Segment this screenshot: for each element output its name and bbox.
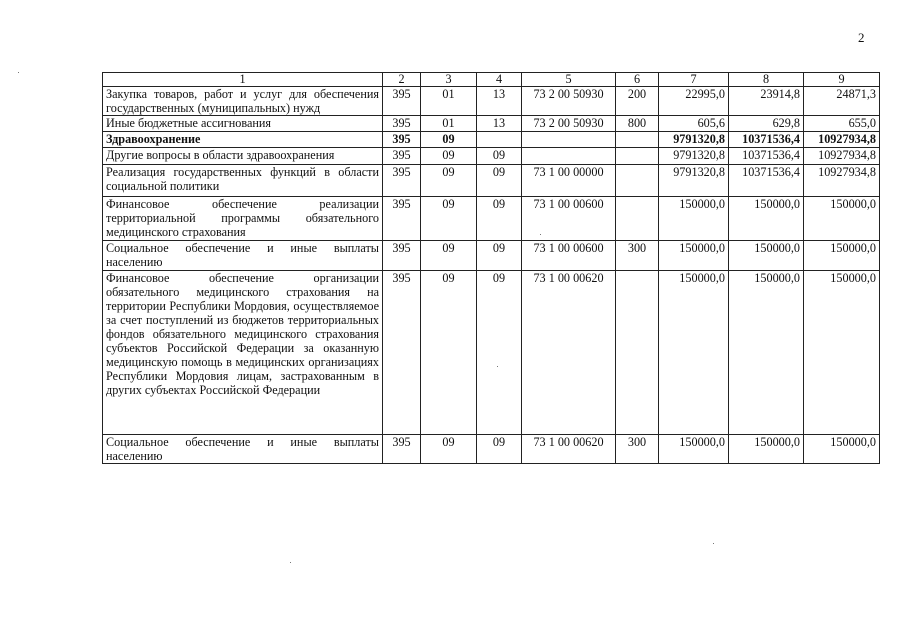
column-header-4: 4	[477, 73, 522, 87]
column-8-cell: 10371536,4	[729, 132, 804, 148]
column-header-5: 5	[522, 73, 616, 87]
column-5-cell: 73 1 00 00620	[522, 271, 616, 435]
column-8-cell: 10371536,4	[729, 165, 804, 197]
column-8-cell: 150000,0	[729, 435, 804, 464]
column-5-cell: 73 2 00 50930	[522, 116, 616, 132]
column-header-3: 3	[421, 73, 477, 87]
budget-table	[102, 72, 880, 464]
column-8-cell: 150000,0	[729, 271, 804, 435]
column-3-cell: 09	[421, 165, 477, 197]
page-number: 2	[858, 30, 865, 45]
column-4-cell: 09	[477, 197, 522, 241]
column-5-cell: 73 2 00 50930	[522, 87, 616, 116]
column-9-cell: 150000,0	[804, 435, 880, 464]
column-3-cell: 09	[421, 241, 477, 271]
row-name-cell: Иные бюджетные ассигнования	[103, 116, 383, 132]
column-3-cell: 09	[421, 148, 477, 165]
column-6-cell	[616, 197, 659, 241]
table-body	[103, 87, 880, 464]
column-2-cell: 395	[383, 165, 421, 197]
column-6-cell	[616, 132, 659, 148]
row-name-cell: Социальное обеспечение и иные выплаты населению	[103, 435, 383, 464]
table-row	[103, 116, 880, 132]
column-4-cell: 13	[477, 116, 522, 132]
column-2-cell: 395	[383, 435, 421, 464]
column-7-cell: 150000,0	[659, 197, 729, 241]
column-header-2: 2	[383, 73, 421, 87]
scan-speck	[497, 366, 498, 367]
table-row	[103, 165, 880, 197]
column-6-cell: 300	[616, 241, 659, 271]
column-2-cell: 395	[383, 148, 421, 165]
column-header-7: 7	[659, 73, 729, 87]
column-8-cell: 10371536,4	[729, 148, 804, 165]
column-header-8: 8	[729, 73, 804, 87]
table-row	[103, 132, 880, 148]
column-9-cell: 150000,0	[804, 271, 880, 435]
column-2-cell: 395	[383, 241, 421, 271]
table-row	[103, 87, 880, 116]
column-7-cell: 22995,0	[659, 87, 729, 116]
table-row	[103, 435, 880, 464]
column-9-cell: 655,0	[804, 116, 880, 132]
column-header-9: 9	[804, 73, 880, 87]
scan-speck	[290, 562, 291, 563]
column-5-cell	[522, 148, 616, 165]
column-8-cell: 150000,0	[729, 241, 804, 271]
scan-speck	[540, 234, 541, 235]
column-9-cell: 10927934,8	[804, 165, 880, 197]
column-8-cell: 629,8	[729, 116, 804, 132]
row-name-cell: Закупка товаров, работ и услуг для обеспечения государственных (муниципальных) нужд	[103, 87, 383, 116]
column-5-cell: 73 1 00 00600	[522, 197, 616, 241]
row-name-cell: Финансовое обеспечение организации обязательного медицинского страхования на территории Республики Мордовия, осуществляемое за счет поступлений из бюджетов территориальных фондов обязательного медицинского страхования субъектов Российской Федерации за оказанную медицинскую помощь в медицинских организациях Республики Мордовия лицам, застрахованным в других субъектах Российской Федерации	[103, 271, 383, 435]
column-4-cell: 09	[477, 435, 522, 464]
column-3-cell: 09	[421, 435, 477, 464]
column-5-cell: 73 1 00 00000	[522, 165, 616, 197]
header-row	[103, 73, 880, 87]
column-header-1: 1	[103, 73, 383, 87]
table-row	[103, 241, 880, 271]
column-3-cell: 09	[421, 271, 477, 435]
column-2-cell: 395	[383, 197, 421, 241]
column-4-cell: 09	[477, 241, 522, 271]
column-3-cell: 09	[421, 132, 477, 148]
column-6-cell	[616, 165, 659, 197]
column-2-cell: 395	[383, 87, 421, 116]
column-7-cell: 150000,0	[659, 271, 729, 435]
column-9-cell: 150000,0	[804, 197, 880, 241]
column-4-cell: 09	[477, 148, 522, 165]
column-9-cell: 10927934,8	[804, 132, 880, 148]
row-name-cell: Реализация государственных функций в области социальной политики	[103, 165, 383, 197]
row-name-cell: Другие вопросы в области здравоохранения	[103, 148, 383, 165]
row-name-cell: Финансовое обеспечение реализации территориальной программы обязательного медицинского страхования	[103, 197, 383, 241]
column-7-cell: 9791320,8	[659, 148, 729, 165]
column-9-cell: 150000,0	[804, 241, 880, 271]
column-7-cell: 9791320,8	[659, 165, 729, 197]
column-6-cell: 200	[616, 87, 659, 116]
column-header-6: 6	[616, 73, 659, 87]
column-7-cell: 605,6	[659, 116, 729, 132]
column-4-cell	[477, 132, 522, 148]
column-5-cell: 73 1 00 00620	[522, 435, 616, 464]
column-8-cell: 150000,0	[729, 197, 804, 241]
column-3-cell: 09	[421, 197, 477, 241]
column-3-cell: 01	[421, 116, 477, 132]
column-6-cell: 300	[616, 435, 659, 464]
table-row	[103, 148, 880, 165]
column-7-cell: 150000,0	[659, 241, 729, 271]
column-5-cell	[522, 132, 616, 148]
column-7-cell: 9791320,8	[659, 132, 729, 148]
column-2-cell: 395	[383, 132, 421, 148]
scan-speck	[18, 72, 19, 73]
column-8-cell: 23914,8	[729, 87, 804, 116]
column-4-cell: 13	[477, 87, 522, 116]
column-2-cell: 395	[383, 116, 421, 132]
column-9-cell: 10927934,8	[804, 148, 880, 165]
column-4-cell: 09	[477, 271, 522, 435]
column-6-cell: 800	[616, 116, 659, 132]
column-6-cell	[616, 271, 659, 435]
column-7-cell: 150000,0	[659, 435, 729, 464]
column-5-cell: 73 1 00 00600	[522, 241, 616, 271]
row-name-cell: Здравоохранение	[103, 132, 383, 148]
column-2-cell: 395	[383, 271, 421, 435]
table-row	[103, 271, 880, 435]
column-9-cell: 24871,3	[804, 87, 880, 116]
column-3-cell: 01	[421, 87, 477, 116]
scan-speck	[713, 543, 714, 544]
table-row	[103, 197, 880, 241]
column-6-cell	[616, 148, 659, 165]
column-4-cell: 09	[477, 165, 522, 197]
row-name-cell: Социальное обеспечение и иные выплаты населению	[103, 241, 383, 271]
